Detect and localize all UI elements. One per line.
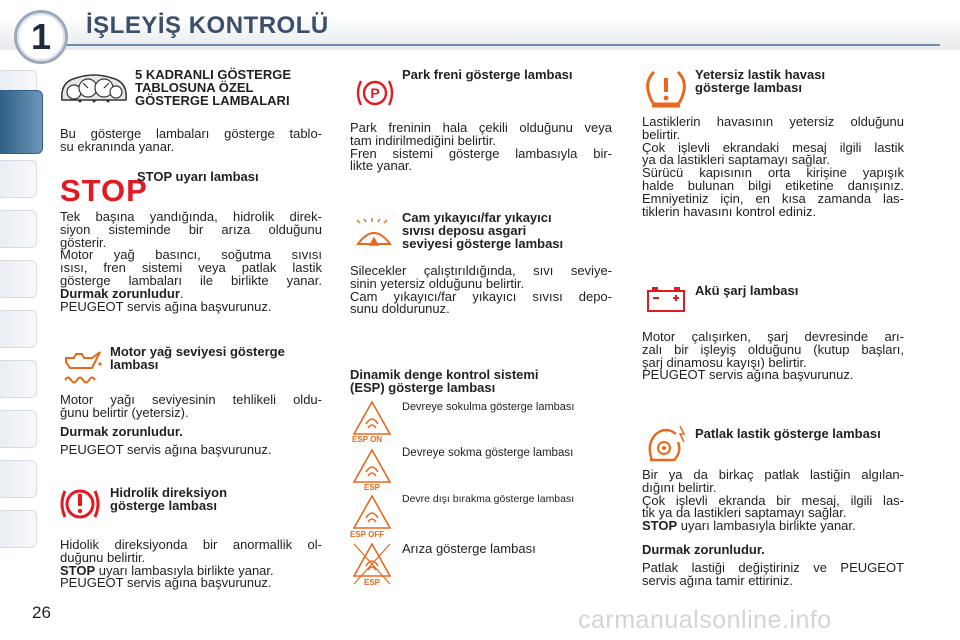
chapter-tab[interactable] xyxy=(0,310,37,348)
text-line: Çok işlevli ekrandaki mesaj ilgili lastik xyxy=(642,139,904,155)
esp-fault-text: Arıza gösterge lambası xyxy=(402,541,536,556)
esp-off-text: Devre dışı bırakma gösterge lambası xyxy=(402,493,575,505)
steering-title xyxy=(110,486,310,512)
oil-title-line: lambası xyxy=(110,357,159,372)
chapter-tab[interactable] xyxy=(0,510,37,548)
bold-text: STOP xyxy=(642,518,678,534)
steering-title-line: gösterge lambası xyxy=(110,498,217,513)
bold-text: Durmak zorunludur. xyxy=(60,423,183,439)
text-line: Park freninin hala çekili olduğunu veya xyxy=(350,120,612,135)
tyre-text xyxy=(642,116,904,218)
flat-tyre-icon xyxy=(644,424,690,464)
text-line: PEUGEOT servis ağına başvurunuz. xyxy=(60,575,272,591)
text-line: ya da lastikleri saptamayı sağlar. xyxy=(642,152,830,168)
esp-fault-label: ESP xyxy=(364,578,381,587)
chapter-tab[interactable] xyxy=(0,160,37,198)
flat-title: Patlak lastik gösterge lambası xyxy=(695,426,881,441)
parking-brake-icon xyxy=(355,76,395,110)
text-line: Cam yıkayıcı/far yıkayıcı sıvısı depo- xyxy=(350,288,612,304)
oil-title xyxy=(110,345,325,371)
text-line: Emniyetiniz için, en kısa zamanda las- xyxy=(642,190,904,206)
text-line: su ekranında yanar. xyxy=(60,138,175,154)
washer-fluid-icon xyxy=(354,218,394,250)
text-line: şarj dinamosu kayışı) belirtir. xyxy=(642,354,807,370)
text-line: Motor yağı seviyesinin tehlikeli oldu- xyxy=(60,392,322,407)
text-line: sunu doldurunuz. xyxy=(350,301,450,317)
stop-title: STOP uyarı lambası xyxy=(137,169,259,184)
text-line: siyon sisteminde bir arıza olduğunu xyxy=(60,221,322,237)
text-line: PEUGEOT servis ağına başvurunuz. xyxy=(60,298,272,314)
text-line: tik ya da lastikleri saptamayı sağlar. xyxy=(642,505,847,521)
text-line: Sürücü kapısının orta kirişine yapışık xyxy=(642,165,904,181)
text-line: gösterir. xyxy=(60,234,107,250)
text-line: tam indirilmediğini belirtir. xyxy=(350,132,496,148)
chapter-tab[interactable] xyxy=(0,460,37,498)
esp-title-line: (ESP) gösterge lambası xyxy=(350,380,496,395)
text-line: duğunu belirtir. xyxy=(60,549,146,565)
text-line: dığını belirtir. xyxy=(642,479,717,495)
text-line: Lastiklerin havasının yetersiz olduğunu xyxy=(642,114,904,129)
page-title: İŞLEYİŞ KONTROLÜ xyxy=(86,12,329,39)
esp-active-icon xyxy=(352,448,392,488)
text-line: Motor çalışırken, şarj devresinde arı- xyxy=(642,329,904,344)
text-line xyxy=(642,520,904,533)
header-rule xyxy=(60,44,940,46)
text-line: PEUGEOT servis ağına başvurunuz. xyxy=(642,367,854,383)
esp-off-icon xyxy=(352,494,392,534)
chapter-tab[interactable] xyxy=(0,260,37,298)
text-span: uyarı lambasıyla birlikte yanar. xyxy=(95,562,274,578)
stop-warning-icon: STOP xyxy=(60,173,148,208)
cluster-title-line: GÖSTERGE LAMBALARI xyxy=(135,93,290,108)
instrument-cluster-icon xyxy=(58,70,130,106)
oil-can-icon xyxy=(62,344,104,386)
text-line: PEUGEOT servis ağına başvurunuz. xyxy=(60,441,272,457)
steering-text xyxy=(60,539,322,590)
esp-on-text: Devreye sokulma gösterge lambası xyxy=(402,401,575,413)
esp-title xyxy=(350,368,612,394)
esp-active-label: ESP xyxy=(364,483,381,492)
text-line: ğunu belirtir (yetersiz). xyxy=(60,404,189,420)
text-line: tiklerin havasını kontrol ediniz. xyxy=(642,203,817,219)
text-span: . xyxy=(179,285,184,301)
chapter-tab[interactable] xyxy=(0,360,37,398)
text-line: zalı bir işleyiş olduğunu (kutup başları, xyxy=(642,341,904,357)
chapter-tab[interactable] xyxy=(0,210,37,248)
text-line: sinin yetersiz olduğunu belirtir. xyxy=(350,275,525,291)
text-line: ısısı, fren sistemi veya patlak lastik xyxy=(60,260,322,276)
esp-on-label: ESP ON xyxy=(352,435,383,444)
parking-letter: P xyxy=(370,85,380,101)
bold-text: Durmak zorunludur. xyxy=(642,541,765,557)
chapter-tabs xyxy=(0,60,40,580)
cluster-text xyxy=(60,128,322,154)
text-line: belirtir. xyxy=(642,126,681,142)
battery-title: Akü şarj lambası xyxy=(695,283,799,298)
esp-title-line: Dinamik denge kontrol sistemi xyxy=(350,367,539,382)
cluster-title-line: TABLOSUNA ÖZEL xyxy=(135,80,254,95)
text-line: Motor yağ basıncı, soğutma sıvısı xyxy=(60,247,322,263)
esp-active-text: Devreye sokma gösterge lambası xyxy=(402,447,574,459)
text-line: Silecekler çalıştırıldığında, sıvı seviye- xyxy=(350,263,612,278)
washer-title-line: sıvısı deposu asgari xyxy=(402,223,527,238)
park-title: Park freni gösterge lambası xyxy=(402,67,573,82)
page-number: 26 xyxy=(32,603,51,622)
bold-text: STOP xyxy=(60,562,96,578)
washer-title-line: seviyesi gösterge lambası xyxy=(402,236,564,251)
text-line: likte yanar. xyxy=(350,158,413,174)
stop-text xyxy=(60,211,322,313)
cluster-title-line: 5 KADRANLI GÖSTERGE xyxy=(135,67,292,82)
text-line: Bu gösterge lambaları gösterge tablo- xyxy=(60,126,322,141)
washer-title xyxy=(402,211,617,250)
text-line: Hidolik direksiyonda bir anormallik ol- xyxy=(60,537,322,552)
text-line: Tek başına yandığında, hidrolik direk- xyxy=(60,209,322,224)
chapter-tab-active[interactable] xyxy=(0,90,43,154)
battery-text xyxy=(642,331,904,382)
text-line: Bir ya da birkaç patlak lastiğin algılan- xyxy=(642,467,904,482)
tyre-title-line: gösterge lambası xyxy=(695,80,802,95)
tyre-title xyxy=(695,68,910,94)
tyre-title-line: Yetersiz lastik havası xyxy=(695,67,826,82)
park-text xyxy=(350,122,612,173)
cluster-title xyxy=(135,68,335,107)
text-line: Patlak lastiği değiştiriniz ve PEUGEOT xyxy=(642,559,904,575)
steering-wheel-warning-icon xyxy=(60,485,100,523)
low-tyre-pressure-icon xyxy=(644,68,688,110)
watermark: carmanualsonline.info xyxy=(578,606,832,634)
text-line: servis ağına tamir ettiriniz. xyxy=(642,572,793,588)
oil-text xyxy=(60,394,322,456)
oil-title-line: Motor yağ seviyesi gösterge xyxy=(110,344,285,359)
esp-off-label: ESP OFF xyxy=(350,530,385,539)
flat-text xyxy=(642,469,904,588)
chapter-tab[interactable] xyxy=(0,410,37,448)
washer-text xyxy=(350,265,612,316)
text-line: halde bulunan bilgi etiketine danışınız. xyxy=(642,177,904,193)
bold-text: Durmak zorunludur xyxy=(60,285,180,301)
battery-icon xyxy=(644,285,688,315)
text-span: uyarı lambasıyla birlikte yanar. xyxy=(677,518,856,534)
chapter-number: 1 xyxy=(14,10,68,64)
text-line: Fren sistemi gösterge lambasıyla bir- xyxy=(350,145,612,161)
steering-title-line: Hidrolik direksiyon xyxy=(110,485,228,500)
washer-title-line: Cam yıkayıcı/far yıkayıcı xyxy=(402,210,552,225)
text-line: Çok işlevli ekranda bir mesaj, ilgili las- xyxy=(642,492,904,508)
text-line: gösterge lambaları ile birlikte yanar. xyxy=(60,272,322,288)
